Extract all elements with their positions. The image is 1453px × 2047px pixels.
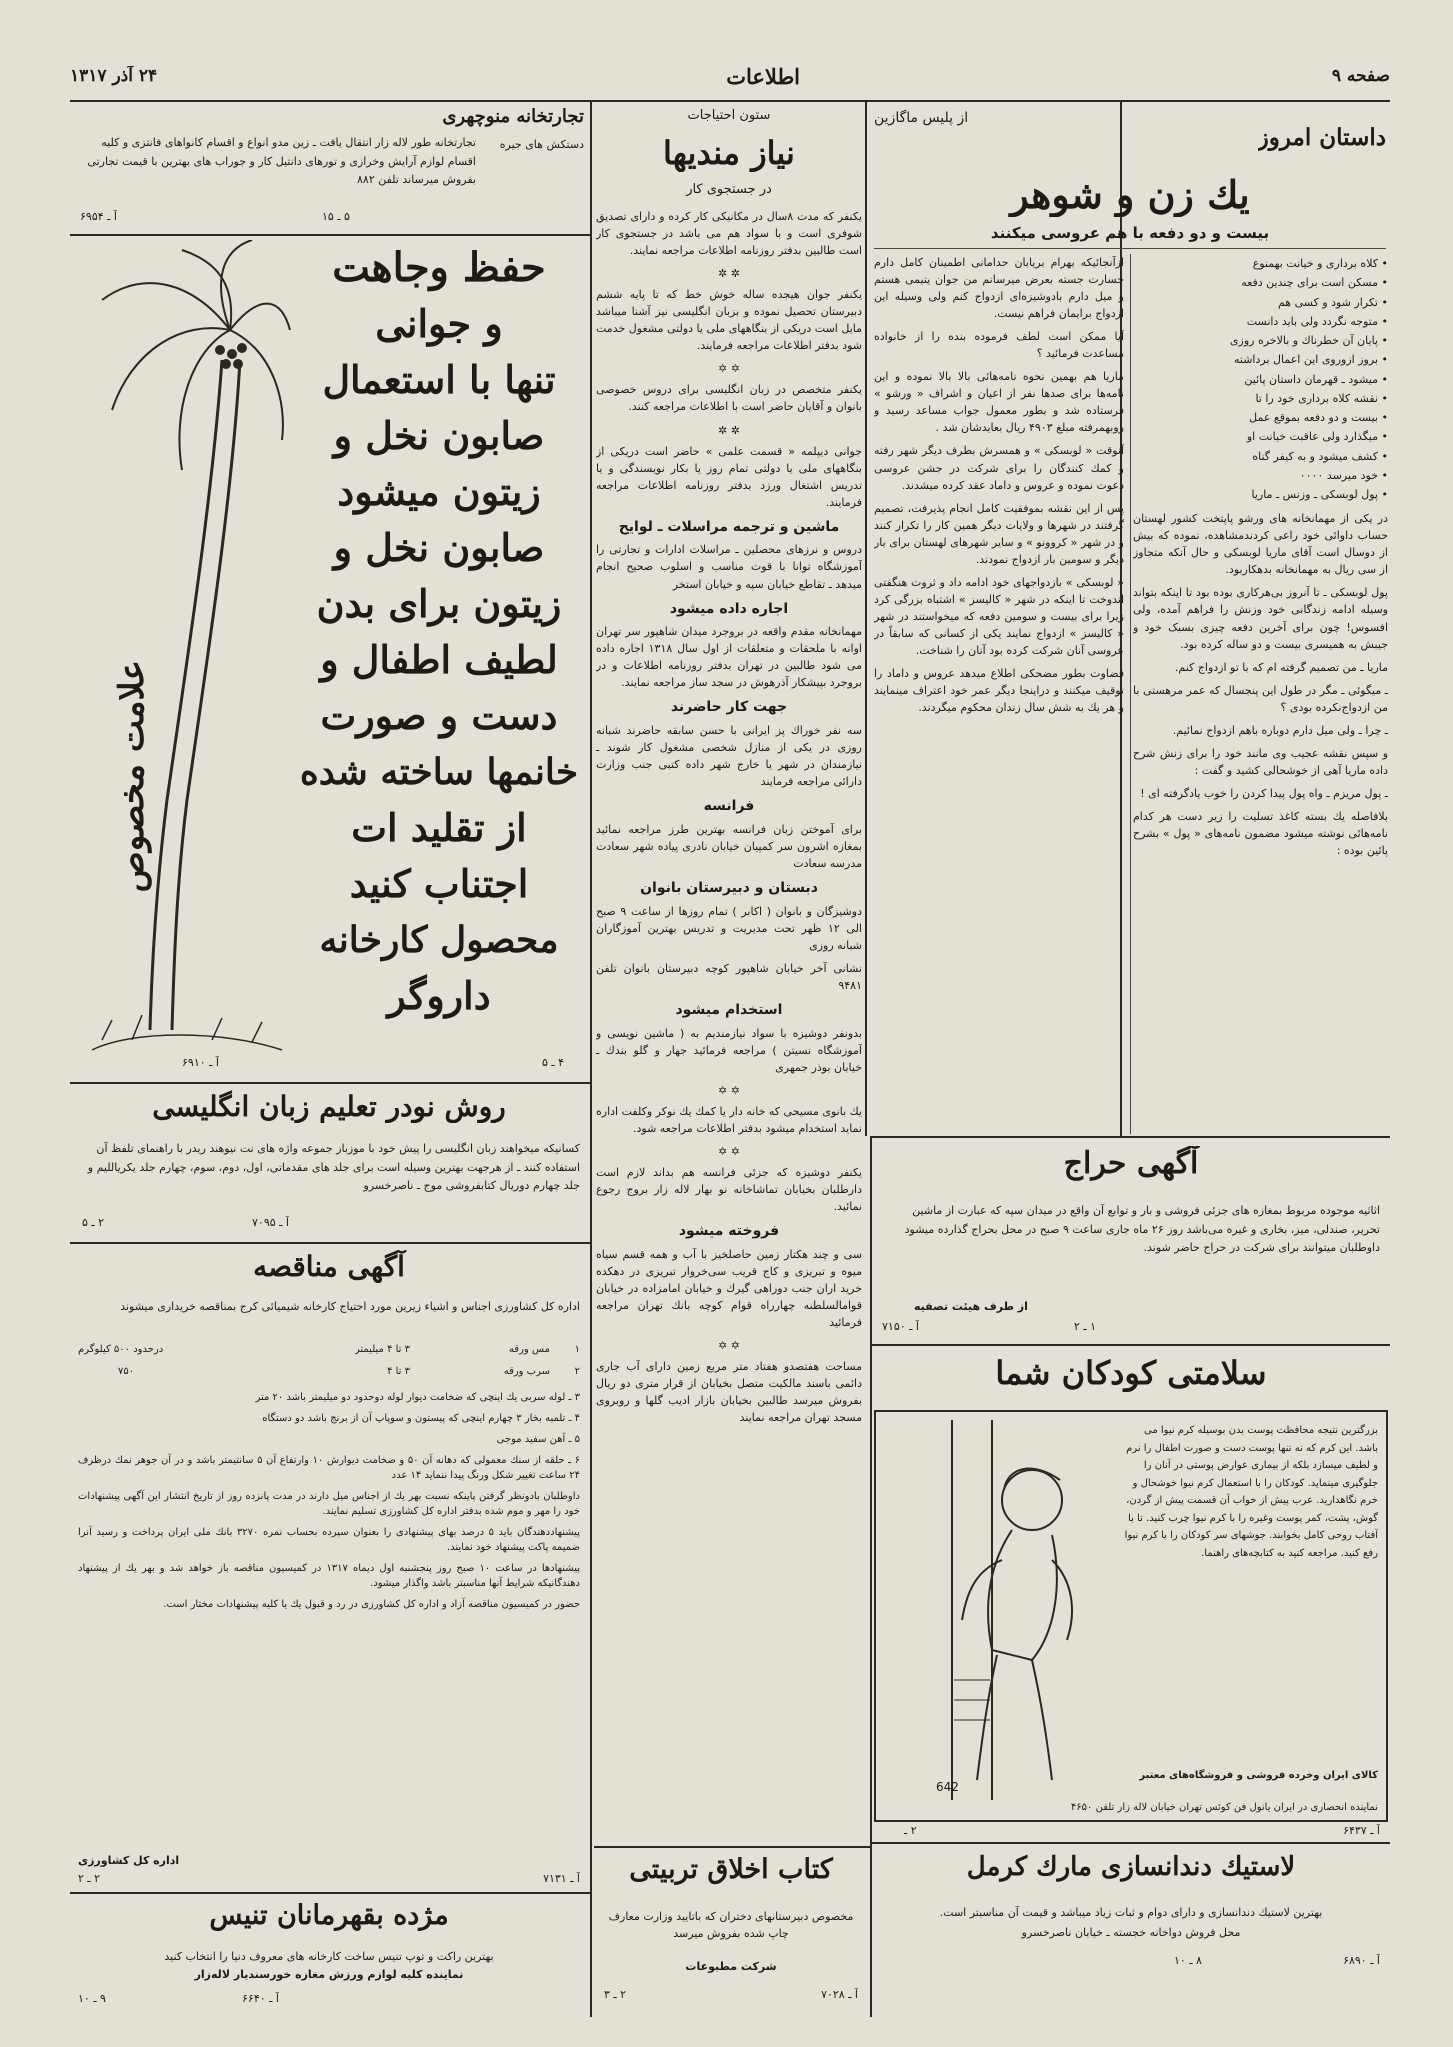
- story-title: یك زن و شوهر: [1010, 172, 1250, 217]
- soap-ad: [72, 240, 586, 1080]
- rent-heading: اجاره داده میشود: [669, 600, 789, 617]
- english-course-text: کسانیکه میخواهند زبان انگلیسی را پیش خود با موزباز جموعه واژه های نت نیوهند ریدر با راهنمای تلفظ آن استفاده کنند ـ از هرجهت بهترین وسیله است برای جلد های مقدماتی، اول، دوم، سوم، چهارم جلد یکریاللیم و جلد چهارم دوریال کتابفروشی موج ـ ناصرخسرو: [87, 1142, 580, 1193]
- separator-icon: ✲ ✲: [718, 267, 740, 281]
- classified-item: مساحت هفتصدو هفتاد متر مربع زمین دارای آب جاری دائمی باسند مالکیت متصل بخیابان از قرار متری دو ریال بفروش میرسد طالبین بخیابان بازار ادیب گلها و روبروی مسجد تهران مراجعه نمایند: [596, 1360, 862, 1425]
- nivea-text: بزرگترین نتیجه محافظت پوست بدن بوسیله کرم نیوا می باشد. این کرم که نه تنها پوست دست و صورت اطفال را نرم و لطیف میسازد بلکه از بیماری عوارض پوستی در آنان را جلوگیری مینماید. کودکان را با استعمال کرم نیوا خوشحال و خرم نگاهدارید. عرب پیش از خواب آن قسمت پیش از گردن، گوش، پشت، کمر پوست وغیره را با کرم نیوا چرب کنید. تا با آفتاب روحی کامل بخوابند. جوشهای سر کودکان را با کرم نیوا رفع کنید. مراجعه کنید به کتابچه‌های راهنما.: [1124, 1425, 1378, 1559]
- list-item: • میگذارد ولی عاقبت خیانت او: [1133, 427, 1388, 446]
- paragraph: بلافاصله یك بسته کاغذ تسلیت را زیر دست هر کدام نامه‌هائی نوشته میشود مضمون نامه‌های « پول » بشرح پائین بوده :: [1133, 809, 1388, 858]
- soap-line: صابون نخل و: [333, 413, 545, 458]
- carmel-ref: ۸ ـ ۱۰: [1174, 1954, 1202, 1967]
- story-source: از پلیس ماگازین: [874, 110, 969, 126]
- auction-signature: از طرف هیئت تصفیه: [914, 1300, 1028, 1313]
- paragraph: حضور در کمیسیون مناقصه آزاد و اداره کل کشاورزی در رد و قبول یك یا کلیه پیشنهادات مختار است.: [163, 1599, 580, 1610]
- soap-line: از تقلید ات: [351, 805, 527, 850]
- list-item: • خود میرسد ۰۰۰۰: [1133, 466, 1388, 485]
- classified-item: دروس و نرزهای محصلین ـ مراسلات ادارات و تجارتی را آموزشگاه توانا با قوت مناسب و اسلوب صحیح انجام میدهد ـ تقاطع خیابان سپه و خیابان استخر: [596, 543, 862, 591]
- paragraph: ازآنجائیکه بهرام بریابان حدامانی اطمینان کامل دارم جسارت جسته بعرض میرسانم من جوان یتیمی هستم و میل دارم بادوشیزه‌ای ازدواج کنم ولی وسیله این ازدواج برایمان فراهم نیست.: [874, 256, 1124, 321]
- child-arm: [962, 1560, 1002, 1620]
- paragraph: پیشنهادها در ساعت ۱۰ صبح روز پنجشنبه اول دیماه ۱۳۱۷ در کمیسیون مناقصه باز خواهد شد و بهر یك از پیشنهاد دهندگانیکه شرایط آنها مناسبتر باشد واگذار میشود.: [78, 1563, 580, 1589]
- sale-heading: فروخته میشود: [678, 1223, 780, 1240]
- auction-ref: ۱ ـ ۲: [1074, 1320, 1097, 1333]
- shop-ad: [72, 104, 586, 232]
- story-summary: [1133, 254, 1388, 504]
- table-cell: ۷۵۰: [118, 1366, 135, 1377]
- paragraph: ـ چرا ـ ولی میل دارم دوباره باهم ازدواج نمائیم.: [1172, 723, 1388, 737]
- english-course-code: آ ـ ۷۰۹۵: [252, 1216, 289, 1229]
- book-seller: شرکت مطبوعات: [685, 1960, 777, 1973]
- section-rule: [594, 1846, 870, 1848]
- soap-line: داروگر: [387, 973, 491, 1018]
- classified-item: بدونفر دوشیزه با سواد نیازمندیم به ( ماشین نویسی و آموزشگاه نسیتن ) مراجعه فرمائید جهار و گلو بندك ـ خیابان بوذر جمهری: [596, 1026, 862, 1074]
- tender-ad: [72, 1248, 586, 1890]
- nivea-code: آ ـ ۶۴۳۷: [1343, 1824, 1380, 1837]
- classified-item: یکنفر متخصص در زبان انگلیسی برای دروس خصوصی بانوان و آقایان حاضر است با اطلاعات مراجعه کنند.: [596, 383, 862, 414]
- table-cell: ۱: [574, 1344, 580, 1355]
- tennis-agent: نماینده کلیه لوازم ورزش مغازه خورسندیار لاله‌زار: [194, 1968, 464, 1981]
- soap-line: دست و صورت: [320, 693, 558, 738]
- classified-item: یك بانوی مسیحی که خانه دار یا کمك یك نوکر وکلفت اداره نماید استخدام میشود بدفتر اطلاعات مراجعه شود.: [596, 1104, 862, 1135]
- paragraph: قضاوت بطور مضحکی اطلاع میدهد عروس و داماد را توقیف میکنند و دراینجا دیگر عمر خود اعتراف مینمایند و هر یك به شش سال زندان محکوم میگردند.: [874, 667, 1124, 715]
- nivea-box: [874, 1410, 1388, 1822]
- english-course-ad: [72, 1088, 586, 1238]
- list-item: • کشف میشود و به کیفر گناه: [1133, 447, 1388, 466]
- auction-title: آگهی حراج: [1063, 1146, 1199, 1181]
- list-item: • متوجه نگردد ولی باید دانست: [1133, 312, 1388, 331]
- tender-code: آ ـ ۷۱۳۱: [543, 1872, 580, 1885]
- english-course-ref: ۲ ـ ۵: [82, 1216, 105, 1229]
- list-item: • پول لوبسکی ـ وزنس ـ ماریا: [1133, 485, 1388, 504]
- english-course-title: روش نودر تعلیم زبان انگلیسی: [152, 1090, 506, 1123]
- classified-item: دوشیزگان و بانوان ( اکابر ) تمام روزها از ساعت ۹ صبح الی ۱۲ ظهر تحت مدیریت و تدریس بهترین آموزگاران شبانه روزی: [596, 904, 862, 952]
- list-item: • بیست و دو دفعه بموقع عمل: [1133, 408, 1388, 427]
- nivea-ref: ۲ ـ: [904, 1824, 917, 1837]
- list-item: • بروز ازوروی این اعمال برداشته: [1133, 350, 1388, 369]
- child-head: [1002, 1470, 1062, 1530]
- list-item: • میشود ـ قهرمان داستان پائین: [1133, 370, 1388, 389]
- paragraph: آیا ممکن است لطف فرموده بنده را از خانواده مساعدت فرمائید ؟: [874, 330, 1124, 361]
- book-ad: [594, 1852, 868, 2014]
- tennis-ref: ۹ ـ ۱۰: [78, 1992, 106, 2005]
- paragraph: ـ پول مریزم ـ واه پول پیدا کردن را خوب یادگرفته ای !: [1140, 786, 1388, 800]
- school-heading: دبستان و دبیرستان بانوان: [640, 880, 818, 897]
- tender-intro: اداره کل کشاورزی اجناس و اشیاء زیرین مورد احتیاج کارخانه شیمیائی کرج بمناقصه خریداری میشوند: [120, 1300, 580, 1313]
- shop-ad-heading: تجارتخانه منوچهری: [442, 106, 584, 127]
- table-cell: درحدود ۵۰۰ کیلوگرم: [78, 1344, 164, 1355]
- story-section-label: داستان امروز: [1257, 124, 1386, 151]
- classified-item: مهمانخانه مقدم واقعه در بروجرد میدان شاهپور سر تهران اوانه با ملحقات و متعلقات از اول سال ۱۳۱۸ اجاره داده می شود طالبین در تهران بدفتر روزنامه اطلاعات و در بروجرد بپیشکار آذرهوش در سجد ساز مراجعه نمایند.: [596, 625, 862, 690]
- section-rule: [870, 1344, 1390, 1346]
- palm-frond: [102, 283, 230, 330]
- issue-date: ۲۴ آذر ۱۳۱۷: [70, 66, 158, 86]
- table-cell: مس ورقه: [508, 1344, 550, 1355]
- shop-ad-code: آ ـ ۶۹۵۴: [80, 210, 117, 223]
- paragraph: ۶ ـ حلقه از سنك معمولی که دهانه آن ۵۰ و ضخامت دیوارش ۱۰ وارتفاع آن ۵ سانتیمتر باشد و در آن جوهر نمك درظرف ۲۴ ساعت تغییر شکل ورنگ پیدا ننماید ۱۴ عدد: [78, 1455, 580, 1481]
- table-cell: ۳ تا ۴: [387, 1366, 410, 1377]
- soap-line: محصول کارخانه: [319, 919, 559, 961]
- classified-item: یکنفر جوان هیجده ساله خوش خط که تا پایه ششم دبیرستان تحصیل نموده و بزبان انگلیسی نیز آشنا میباشد مایل است دریکی از بنگاههای ملی یا دولتی مشغول خدمت شود بدفتر اطلاعات مراجعه فرمایند.: [596, 288, 862, 353]
- nivea-agent: نماینده انحصاری در ایران یانول فن کوئس تهران خیابان لاله زار تلفن ۴۶۵۰: [1070, 1802, 1378, 1813]
- book-code: آ ـ ۷۰۲۸: [821, 1988, 858, 2001]
- soap-line: زیتون میشود: [337, 469, 541, 514]
- classified-item: یکنفر دوشیزه که جزئی فرانسه هم بداند لازم است دارطلبان بخیابان تماشاخانه نو بهار لاله زار بروج رجوع نمائید.: [596, 1166, 862, 1214]
- section-rule: [870, 1842, 1390, 1844]
- auction-text: اثاثیه موجوده مربوط بمغازه های جزئی فروشی و بار و توابع آن واقع در میدان سپه که عبارت از ماشین تحریر، صندلی، میز، بخاری و غیره می‌باشد روز ۲۶ ماه جاری ساعت ۹ صبح در محل بحراج گذارده میشود داوطلبان میتوانند برای شرکت در حراج حاضر شوند.: [904, 1204, 1380, 1255]
- shop-ad-sub: دستکش های جیره: [499, 138, 584, 151]
- story-divider: [874, 248, 1386, 249]
- section-rule: [870, 1136, 1390, 1138]
- column-rule: [590, 100, 592, 2017]
- tender-signature: اداره کل کشاورزی: [78, 1854, 180, 1867]
- nivea-mark: 642: [936, 1780, 959, 1794]
- list-item: • نقشه کلاه برداری خود را تا: [1133, 389, 1388, 408]
- palm-frond: [182, 250, 231, 330]
- tennis-code: آ ـ ۶۶۴۰: [242, 1992, 279, 2005]
- soap-line: حفظ وجاهت: [332, 244, 546, 291]
- masthead-rule: [70, 100, 1390, 102]
- classified-item: سه نفر خوراك پز ایرانی با حسن سابقه حاضرند شبانه روزی در یکی از منازل شخصی مشغول کار شوند ـ نیازمندان در شهر یا خارج شهر داده کتبی جنب وزارت دارائی مراجعه فرمایند: [596, 724, 862, 789]
- ground-grass: [102, 1015, 262, 1042]
- story-col-left: [874, 254, 1124, 1134]
- paragraph: ماریا هم بهمین نحوه نامه‌هائی بالا بالا نموده و این نامه‌ها برای صدها نفر از اعیان و اشراف « ورشو » فرستاده شد و بطور معمول جواب مساعد رسید و روبهمرفته مبلغ ۴۹۰۳ ریال بعایدشان شد .: [874, 370, 1124, 435]
- story-subcolumn-rule: [1130, 254, 1131, 1134]
- soap-line: لطیف اطفال و: [320, 637, 558, 682]
- separator-icon: ✲ ✲: [718, 423, 740, 437]
- paragraph: ۴ ـ تلمبه بخار ۳ چهارم اینچی که پیستون و سوپاپ آن از برنج باشد دو دستگاه: [262, 1413, 580, 1424]
- carmel-text: بهترین لاستیك دندانسازی و دارای دوام و ثبات زیاد میباشد و قیمت آن مناسبتر است.: [939, 1906, 1323, 1919]
- paragraph: ۳ ـ لوله سربی یك اینچی که ضخامت دیوار لوله دوحدود دو میلیمتر باشد ۲۰ متر: [255, 1392, 580, 1403]
- paper-name: اطلاعات: [726, 64, 800, 89]
- table-cell: ۲: [574, 1366, 580, 1377]
- tender-ref: ۲ ـ ۲: [78, 1872, 101, 1885]
- auction-code: آ ـ ۷۱۵۰: [882, 1320, 919, 1333]
- nivea-stockists: کالای ایران وخرده فروشی و فروشگاه‌های معتبر: [1139, 1770, 1378, 1781]
- classified-item: برای آموختن زبان فرانسه بهترین طرز مراجعه نمائید بمغازه اشرون سر کمپیان خیابان نادری پیاده شهر سعادت مدرسه سعادت: [596, 823, 862, 871]
- child-illustration: [882, 1420, 1102, 1800]
- soap-line: صابون نخل و: [333, 525, 545, 570]
- paragraph: و سپس نقشه عجیب وی مانند خود را برای زنش شرح داده ماریا آهی از خوشحالی کشید و گفت :: [1133, 746, 1388, 777]
- list-item: • کلاه برداری و خیانت بهمنوع: [1133, 254, 1388, 273]
- hire-heading: استخدام میشود: [675, 1002, 783, 1019]
- separator-icon: ✡ ✡: [718, 1339, 740, 1353]
- fence-shading: [954, 1680, 990, 1720]
- book-ref: ۲ ـ ۳: [604, 1988, 627, 2001]
- soap-text: [292, 240, 586, 1024]
- table-cell: ۳ تا ۴ میلیمتر: [354, 1344, 410, 1355]
- shop-ad-text: تجارتخانه طور لاله زار انتقال یافت ـ زین مدو انواع و اقسام کانواهای فانتزی و کلیه اقسام لوازم آرایش وخرازی و تورهای دانتیل کار و جوراب های بهترین با قیمت تجارتی بفروش میرساند تلفن ۸۸۲: [87, 136, 476, 187]
- fence-post: [952, 1420, 992, 1800]
- soap-line: تنها با استعمال: [322, 357, 556, 402]
- paragraph: پیشنهاددهندگان باید ۵ درصد بهای پیشنهادی را بعنوان سپرده بحساب نمره ۳۲۷۰ بانك ملی ایران پرداخت و رسید آنرا ضمیمه پاکت پیشنهاد خود نمایند.: [78, 1527, 580, 1553]
- carmel-agent: محل فروش دواخانه خجسته ـ خیابان ناصرخسرو: [1021, 1926, 1241, 1939]
- tender-title: آگهی مناقصه: [253, 1250, 405, 1283]
- nivea-title: سلامتی کودکان شما: [995, 1354, 1267, 1392]
- paragraph: داوطلبان بادونظر گرفتن پاینکه نسبت بهر یك از اجناس میل دارند در مدت پانزده روز از تاریخ انتشار این آگهی پیشنهادات خود را مهر و موم شده بدفتر اداره کل کشاورزی تسلیم نمایند.: [78, 1491, 580, 1517]
- paragraph: ۵ ـ آهن سفید موجی: [496, 1434, 580, 1445]
- column-rule: [865, 100, 867, 1136]
- palm-frond: [112, 328, 230, 410]
- child-hair: [1004, 1469, 1060, 1490]
- typing-heading: ماشین و ترجمه مراسلات ـ لوایح: [618, 518, 840, 535]
- child-leg: [977, 1655, 997, 1780]
- story-section: [870, 104, 1390, 1134]
- classified-item: جوانی دیپلمه « قسمت علمی » حاضر است دریکی از بنگاههای ملی یا دولتی تمام روز یا بکار نویسندگی و یا تدریس اشتغال ورزد بدفتر روزنامه اطلاعات مراجعه فرمایند.: [596, 444, 862, 509]
- book-text: مخصوص دبیرستانهای دختران که باتایید وزارت معارف چاپ شده بفروش میرسد: [608, 1910, 854, 1941]
- soap-line: و جوانی: [375, 301, 503, 346]
- carmel-ad: [874, 1848, 1388, 2014]
- classifieds-section-label: ستون احتیاجات: [687, 108, 771, 123]
- classifieds-body: [596, 208, 862, 1838]
- soap-badge: علامت مخصوص: [112, 660, 152, 893]
- ready-heading: جهت کار حاضرند: [670, 699, 788, 716]
- classifieds-title: نیاز مندیها: [663, 134, 795, 172]
- soap-line: اجتناب کنید: [349, 861, 529, 906]
- book-title: کتاب اخلاق تربیتی: [629, 1854, 833, 1885]
- job-seeking-label: در جستجوی کار: [686, 182, 772, 197]
- paragraph: ـ میگوئی ـ مگر در طول این پنجسال که عمر مرهستی با من ازدواج‌نکرده بودی ؟: [1133, 683, 1388, 714]
- separator-icon: ✡ ✡: [718, 1083, 740, 1097]
- tender-table: [78, 1342, 580, 1386]
- child-leg: [1032, 1660, 1052, 1780]
- auction-ad: [874, 1142, 1388, 1342]
- tennis-title: مژده بقهرمانان تنیس: [209, 1900, 449, 1931]
- paragraph: ماریا ـ من تصمیم گرفته ام که با تو ازدواج کنم.: [1174, 660, 1388, 674]
- soap-ref: ۴ ـ ۵: [542, 1056, 565, 1069]
- separator-icon: ✡ ✡: [718, 1145, 740, 1159]
- tennis-text: بهترین راکت و توپ تنیس ساخت کارخانه های معروف دنیا را انتخاب کنید: [164, 1950, 494, 1963]
- soap-line: زیتون برای بدن: [316, 581, 562, 626]
- page-number: صفحه ۹: [1331, 66, 1390, 86]
- masthead: [70, 62, 1390, 98]
- carmel-code: آ ـ ۶۸۹۰: [1343, 1954, 1380, 1967]
- palm-tree-illustration: [72, 240, 292, 1070]
- french-heading: فرانسه: [703, 798, 755, 815]
- shop-ad-ref: ۵ ـ ۱۵: [322, 210, 350, 223]
- ground-grass: [92, 1035, 282, 1050]
- paragraph: پس از این نقشه بموفقیت کامل انجام پذیرفت، تصمیم گرفتند در شهرها و ولایات دیگر همین کار را تکرار کنند و در شهر « کروونو » و سایر شهرهای لهستان برای بار دیگر و سومین بار ازدواج نمودند.: [874, 501, 1124, 566]
- list-item: • پایان آن خطرناك و بالاخره روزی: [1133, 331, 1388, 350]
- classified-item: سی و چند هکتار زمین حاصلخیز با آب و همه قسم سیاه میوه و تبریزی و کاج قریب سی‌خروار تبریزی در دهکده خرید اران جنب دوراهی گیرك و خیابان امامزاده در خیابان قوامالسلطنه چهارراه قوام کوچه بانك تهران مراجعه فرمائید: [596, 1247, 862, 1330]
- story-col-right: [1133, 254, 1388, 1134]
- column-rule: [870, 1136, 872, 2017]
- table-row: [78, 1342, 580, 1362]
- list-item: • تکرار شود و کسی هم: [1133, 293, 1388, 312]
- tennis-ad: [72, 1898, 586, 2014]
- soap-code: آ ـ ۶۹۱۰: [182, 1056, 219, 1069]
- soap-line: خانمها ساخته شده: [299, 751, 579, 793]
- story-subtitle: بیست و دو دفعه با هم عروسی میکنند: [990, 224, 1270, 242]
- section-rule: [70, 1242, 590, 1244]
- child-body: [988, 1530, 1057, 1660]
- palm-frond: [230, 304, 290, 330]
- nivea-ad: [874, 1350, 1388, 1840]
- paragraph: پول لوبسکی ـ تا آنروز بی‌هرکاری بوده بود تا اینکه بتواند وسیله ادامه زندگانی خود وزنش را فراهم آمده، ولی افسوس! چون برای آخرین دفعه چیزی بسبک خود و جیبش به همیسری بیست و دو ساله کرده بود.: [1133, 586, 1388, 651]
- tender-body: [78, 1390, 580, 1850]
- classified-item: نشانی آخر خیابان شاهپور کوچه دبیرستان بانوان تلفن ۹۴۸۱: [596, 961, 862, 993]
- table-cell: سرب ورقه: [503, 1366, 550, 1377]
- section-rule: [70, 1892, 590, 1894]
- paragraph: « لوبسکی » بازدواجهای خود ادامه داد و ثروت هنگفتی اندوخت تا اینکه در شهر « کالیسز » اشتباه بزرگی کرد زیرا برای بیست و سومین دفعه که میخواستند در شهر « کالیسز » ازدواج نمایند یکی از کسانی که سابقاً در عروسی آنان شرکت کرده بود آنان را شناخت.: [874, 575, 1124, 657]
- carmel-title: لاستیك دندانسازی مارك کرمل: [966, 1852, 1296, 1882]
- paragraph: در یکی از مهمانخانه های ورشو پاپتخت کشور لهستان حساب داوائی خود راعی کردندمشاهده، نموده که بیش از دوسال است آقای ماریا لوبسکی و حال آنکه متجاوز از سی ریال به مهمانخانه بدهکاربود.: [1133, 512, 1388, 577]
- section-rule: [70, 234, 590, 236]
- section-rule: [70, 1082, 590, 1084]
- separator-icon: ✡ ✡: [718, 362, 740, 376]
- table-row: [78, 1364, 580, 1384]
- classifieds-column: [594, 104, 864, 1844]
- paragraph: آنوقت « لوبسکی » و همسرش بطرف دیگر شهر رفته و کمك کنندگان را برای شرکت در جشن عروسی دعوت نموده و عروس و داماد عقد کرده میشدند.: [874, 444, 1124, 492]
- classified-item: یکنفر که مدت ۸سال در مکانیکی کار کرده و دارای تصدیق شوفری است و با سواد هم می باشد در جستجوی کار است طالبین بدفتر روزنامه اطلاعات مراجعه نمایند.: [596, 210, 862, 258]
- list-item: • مسکن است برای چندین دفعه: [1133, 273, 1388, 292]
